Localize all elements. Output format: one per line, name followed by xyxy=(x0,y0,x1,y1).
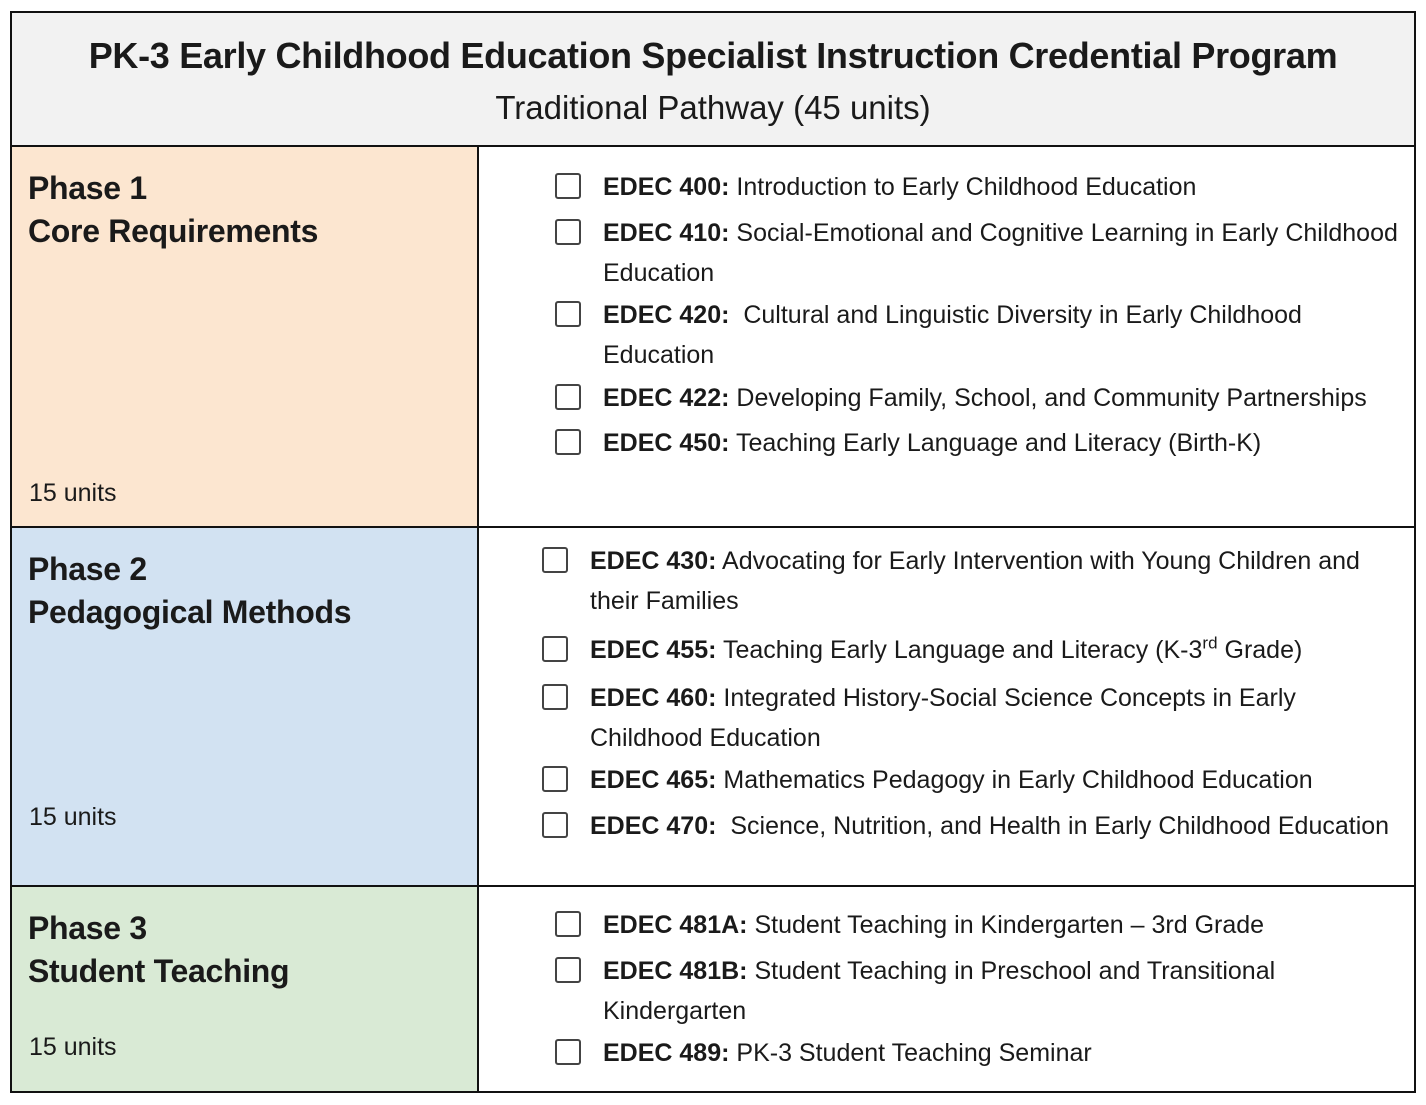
course-code: EDEC 400: xyxy=(603,173,730,201)
course-item xyxy=(603,295,1410,375)
phase-units: 15 units xyxy=(29,479,117,507)
phase-label-cell xyxy=(12,147,479,526)
phase-title: Core Requirements xyxy=(28,213,319,249)
phase-row-1 xyxy=(12,147,1414,528)
course-code: EDEC 470: xyxy=(590,812,717,840)
pathway-subtitle: Traditional Pathway (45 units) xyxy=(495,89,931,126)
checkbox[interactable] xyxy=(555,301,581,327)
course-title: Cultural and Linguistic Diversity in Early Childhood Education xyxy=(603,301,1309,369)
phase-row-3 xyxy=(12,887,1414,1091)
checkbox[interactable] xyxy=(542,766,568,792)
course-title: Integrated History-Social Science Concepts in Early Childhood Education xyxy=(590,684,1303,752)
program-table xyxy=(10,11,1416,1093)
phase-heading xyxy=(28,907,289,993)
course-code: EDEC 410: xyxy=(603,219,730,247)
course-title: Student Teaching in Preschool and Transitional Kindergarten xyxy=(603,957,1283,1025)
phase-title: Pedagogical Methods xyxy=(28,594,352,630)
course-title: Teaching Early Language and Literacy (K-3 xyxy=(716,636,1203,664)
phase-heading xyxy=(28,167,318,253)
course-title: Teaching Early Language and Literacy (Birth-K) xyxy=(729,429,1262,457)
phase-units: 15 units xyxy=(29,803,117,831)
course-list xyxy=(481,147,1414,526)
course-item xyxy=(590,760,1410,800)
course-item xyxy=(590,806,1410,846)
course-title: Introduction to Early Childhood Education xyxy=(729,173,1197,201)
course-title: Advocating for Early Intervention with Young Children and their Families xyxy=(590,547,1367,615)
course-list xyxy=(481,528,1414,885)
course-item xyxy=(603,378,1410,418)
table-header xyxy=(12,13,1414,147)
course-item xyxy=(603,213,1410,293)
course-item xyxy=(603,167,1410,207)
checkbox[interactable] xyxy=(555,219,581,245)
course-code: EDEC 481A: xyxy=(603,911,748,939)
program-title: PK-3 Early Childhood Education Specialist Instruction Credential Program xyxy=(88,35,1338,76)
phase-number: Phase 3 xyxy=(28,910,147,946)
course-title: Social-Emotional and Cognitive Learning in Early Childhood Education xyxy=(603,219,1405,287)
course-item xyxy=(590,541,1410,621)
checkbox[interactable] xyxy=(555,957,581,983)
course-code: EDEC 465: xyxy=(590,766,717,794)
phase-heading xyxy=(28,548,351,634)
phase-label-cell xyxy=(12,887,479,1091)
course-item xyxy=(603,1033,1410,1073)
course-item xyxy=(590,630,1410,670)
course-code: EDEC 420: xyxy=(603,301,730,329)
course-list xyxy=(481,887,1414,1091)
course-item xyxy=(590,678,1410,758)
checkbox[interactable] xyxy=(542,636,568,662)
ordinal-suffix: rd xyxy=(1202,633,1218,653)
phase-row-2 xyxy=(12,528,1414,887)
phase-label-cell xyxy=(12,528,479,885)
course-title-tail: Grade) xyxy=(1217,636,1303,664)
checkbox[interactable] xyxy=(542,684,568,710)
checkbox[interactable] xyxy=(555,173,581,199)
phase-number: Phase 1 xyxy=(28,170,147,206)
course-item xyxy=(603,951,1410,1031)
course-title: Developing Family, School, and Community Partnerships xyxy=(729,384,1367,412)
phase-title: Student Teaching xyxy=(28,953,290,989)
course-title: Student Teaching in Kindergarten – 3rd Grade xyxy=(747,911,1265,939)
course-code: EDEC 430: xyxy=(590,547,717,575)
course-code: EDEC 489: xyxy=(603,1039,730,1067)
course-code: EDEC 450: xyxy=(603,429,730,457)
checkbox[interactable] xyxy=(555,429,581,455)
checkbox[interactable] xyxy=(555,911,581,937)
phase-number: Phase 2 xyxy=(28,551,147,587)
course-code: EDEC 481B: xyxy=(603,957,748,985)
course-title: PK-3 Student Teaching Seminar xyxy=(729,1039,1092,1067)
checkbox[interactable] xyxy=(555,1039,581,1065)
course-title: Mathematics Pedagogy in Early Childhood Education xyxy=(716,766,1313,794)
course-item xyxy=(603,905,1410,945)
checkbox[interactable] xyxy=(542,812,568,838)
course-code: EDEC 460: xyxy=(590,684,717,712)
checkbox[interactable] xyxy=(555,384,581,410)
course-item xyxy=(603,423,1410,463)
phase-units: 15 units xyxy=(29,1033,117,1061)
checkbox[interactable] xyxy=(542,547,568,573)
course-title: Science, Nutrition, and Health in Early Childhood Education xyxy=(716,812,1390,840)
course-code: EDEC 455: xyxy=(590,636,717,664)
course-code: EDEC 422: xyxy=(603,384,730,412)
